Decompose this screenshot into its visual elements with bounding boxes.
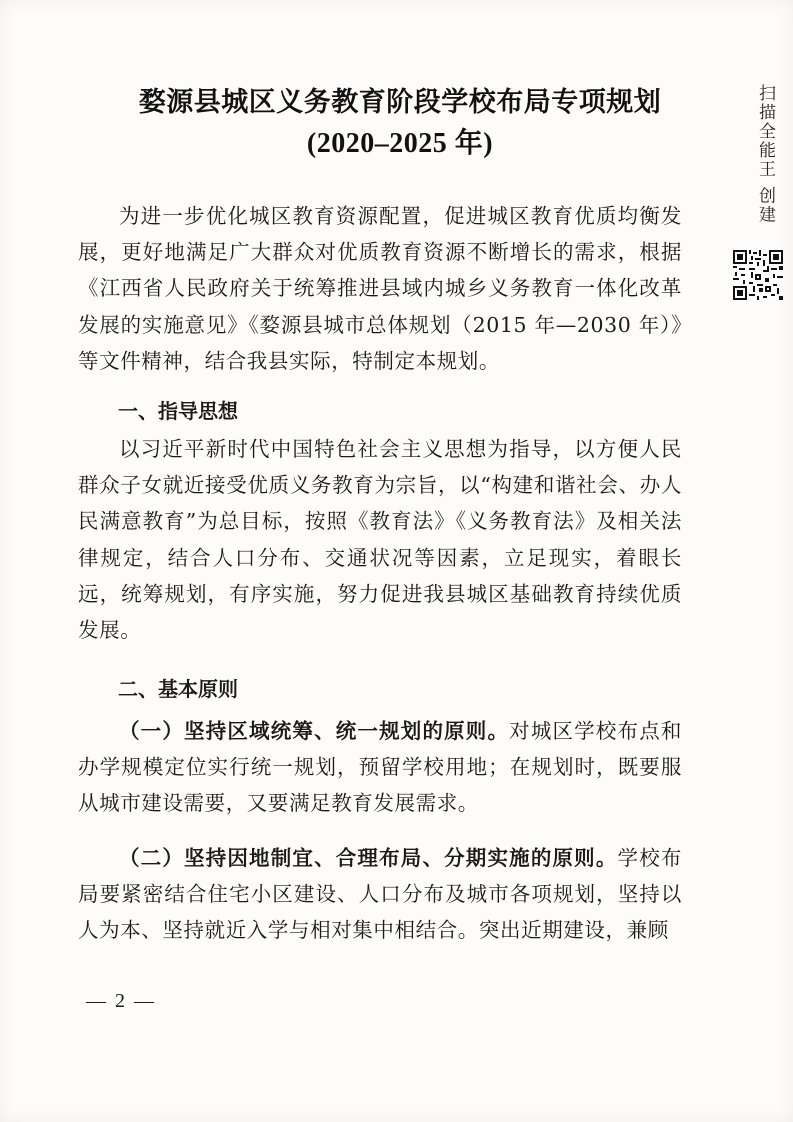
intro-paragraph: 为进一步优化城区教育资源配置，促进城区教育优质均衡发展，更好地满足广大群众对优质教育资源不断增长的需求，根据《江西省人民政府关于统筹推进县域内城乡义务教育一体化改革发展的实施意见》《婺源县城市总体规划（2015 年—2030 年）》等文件精神，结合我县实际，特制定本规划。 bbox=[78, 204, 682, 373]
principle-2-text: 学校布局要紧密结合住宅小区建设、人口分布及城市各项规划，坚持以人为本、坚持就近入学与相对集中相结合。突出近期建设，兼顾 bbox=[78, 846, 682, 943]
page-number: — 2 — bbox=[86, 990, 156, 1012]
principle-1-lead: （一）坚持区域统筹、统一规划的原则。 bbox=[119, 719, 510, 743]
document-title: 婺源县城区义务教育阶段学校布局专项规划 bbox=[138, 87, 662, 118]
principle-1-paragraph bbox=[78, 713, 682, 822]
principle-2-lead: （二）坚持因地制宜、合理布局、分期实施的原则。 bbox=[119, 846, 618, 870]
guiding-ideology-paragraph: 以习近平新时代中国特色社会主义思想为指导，以方便人民群众子女就近接受优质义务教育为宗旨，以“构建和谐社会、办人民满意教育”为总目标，按照《教育法》《义务教育法》及相关法律规定，结合人口分布、交通状况等因素，立足现实，着眼长远，统筹规划，有序实施，努力促进我县城区基础教育持续优质发展。 bbox=[78, 437, 682, 643]
scanner-watermark-label: 扫描全能王 创建 bbox=[755, 84, 775, 225]
principle-1-text: 对城区学校布点和办学规模定位实行统一规划，预留学校用地；在规划时，既要服从城市建设需要，又要满足教育发展需求。 bbox=[78, 719, 682, 816]
section-heading-guiding-ideology: 一、指导思想 bbox=[118, 399, 238, 423]
qr-code-icon bbox=[733, 250, 783, 300]
section-heading-basic-principles: 二、基本原则 bbox=[118, 677, 238, 701]
document-subtitle: (2020–2025 年) bbox=[306, 128, 494, 159]
principle-2-paragraph bbox=[78, 840, 682, 949]
